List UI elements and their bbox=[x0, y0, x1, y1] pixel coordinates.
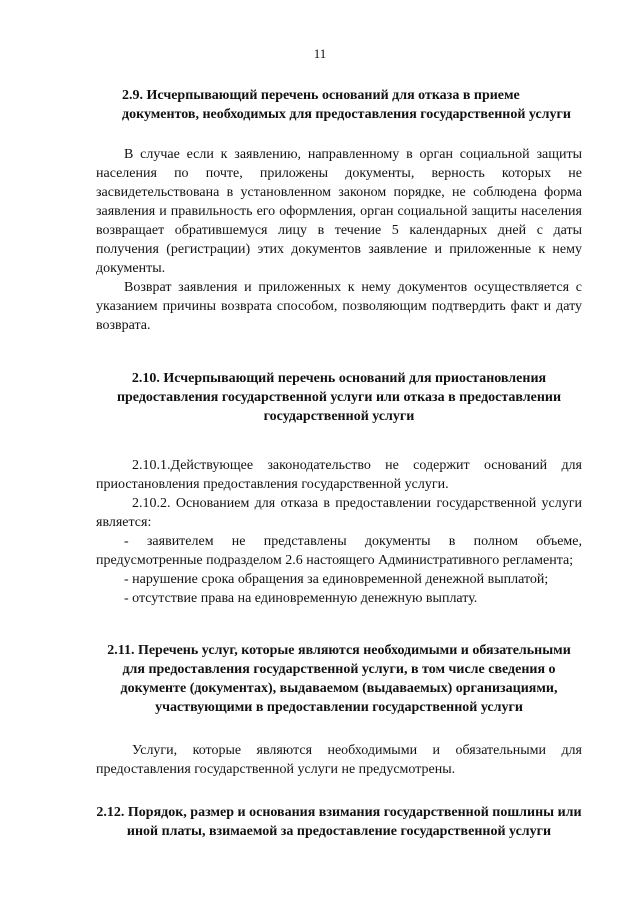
section-2-10-paragraph-1: 2.10.1.Действующее законодательство не содержит оснований для приостановления предоставления государственной услуги. bbox=[96, 458, 582, 492]
page-number: 11 bbox=[313, 46, 327, 61]
section-2-10-bullet-3: - отсутствие права на единовременную денежную выплату. bbox=[124, 591, 478, 606]
section-2-9-heading: 2.9. Исчерпывающий перечень оснований для отказа в приеме документов, необходимых для предоставления государственной услуги bbox=[122, 88, 571, 122]
section-2-10-paragraph-2: 2.10.2. Основанием для отказа в предоставлении государственной услуги является: bbox=[96, 496, 582, 530]
section-2-9-paragraph-2: Возврат заявления и приложенных к нему документов осуществляется с указанием причины возврата способом, позволяющим подтвердить факт и дату возврата. bbox=[96, 280, 582, 333]
section-2-10-bullet-2: - нарушение срока обращения за единовременной денежной выплатой; bbox=[124, 572, 549, 587]
section-2-12-heading: 2.12. Порядок, размер и основания взимания государственной пошлины или иной платы, взимаемой за предоставление государственной услуги bbox=[96, 805, 582, 839]
section-2-10-bullet-1: - заявителем не представлены документы в полном объеме, предусмотренные подразделом 2.6 настоящего Административного регламента; bbox=[96, 534, 582, 568]
section-2-11-heading: 2.11. Перечень услуг, которые являются необходимыми и обязательными для предоставления государственной услуги, в том числе сведения о документе (документах), выдаваемом (выдаваемых) организациями, участвующими в предоставлении государственной услуги bbox=[107, 643, 571, 715]
section-2-9-paragraph-1: В случае если к заявлению, направленному в орган социальной защиты населения по почте, приложены документы, верность которых не засвидетельствована в установленном законом порядке, не соблюдена форма заявления и правильность его оформления, орган социальной защиты населения возвращает обратившемуся лицу в течение 5 календарных дней с даты получения (регистрации) этих документов заявление и приложенные к нему документы. bbox=[96, 147, 582, 276]
document-body bbox=[96, 86, 582, 841]
section-2-11-paragraph-1: Услуги, которые являются необходимыми и обязательными для предоставления государственной услуги не предусмотрены. bbox=[96, 743, 582, 777]
section-2-10-heading: 2.10. Исчерпывающий перечень оснований для приостановления предоставления государственной услуги или отказа в предоставлении государственной услуги bbox=[116, 371, 562, 424]
